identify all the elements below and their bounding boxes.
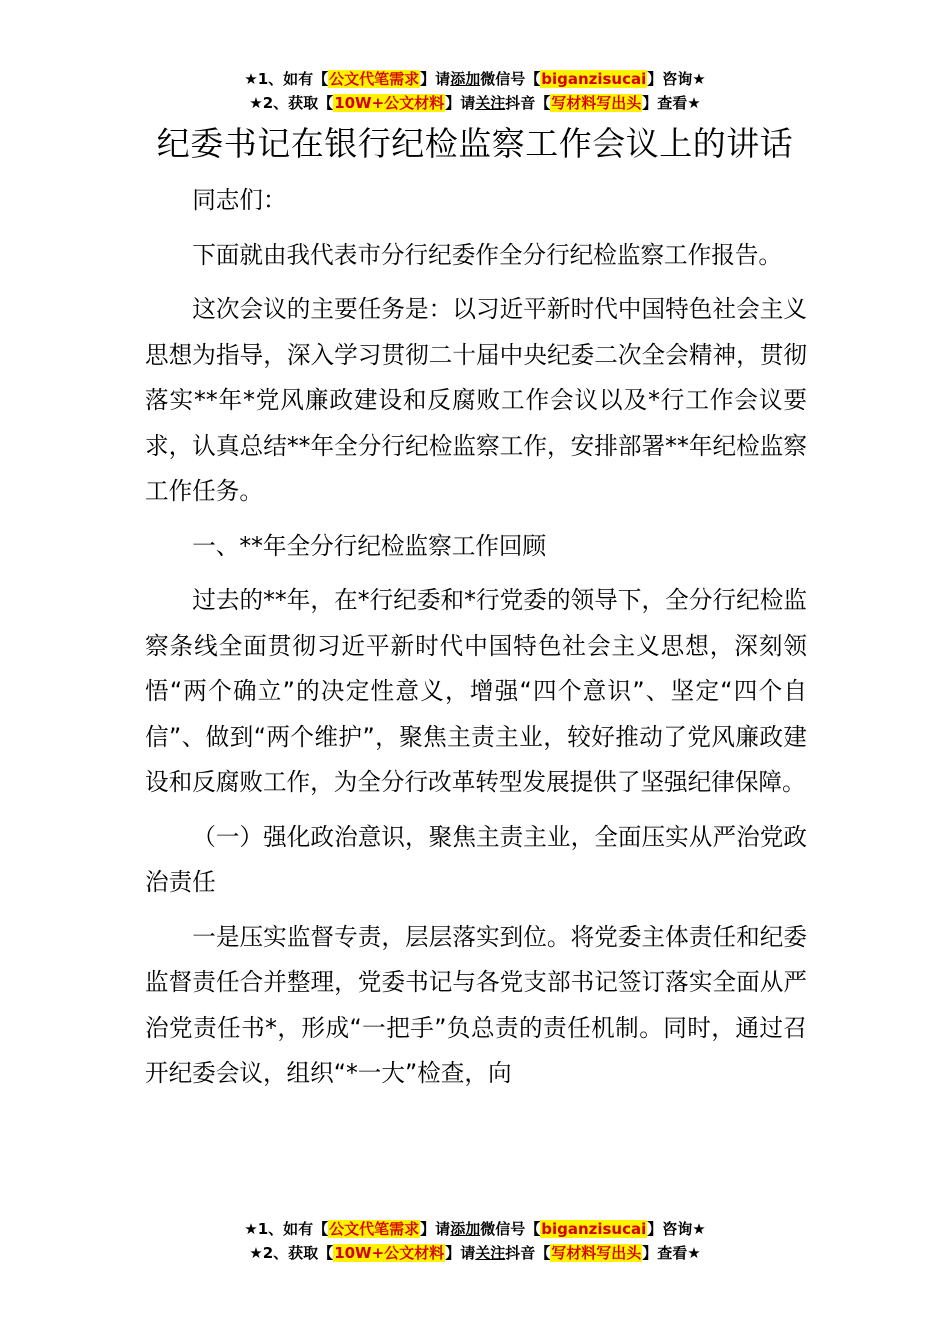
promo-text: 】请 xyxy=(420,70,451,88)
promo-text: 】咨询★ xyxy=(647,70,706,88)
promo-line-1 xyxy=(0,1218,950,1242)
promo-line-2 xyxy=(0,1242,950,1266)
promo-line-1 xyxy=(0,68,950,92)
paragraph: 一是压实监督专责，层层落实到位。将党委主体责任和纪委监督责任合并整理，党委书记与各党支部书记签订落实全面从严治党责任书*，形成“一把手”负总责的责任机制。同时，通过召开纪委会议，组织“*一大”检查，向 xyxy=(145,922,807,1087)
promo-highlight: biganzisucai xyxy=(541,1220,647,1238)
promo-highlight: 10W+公文材料 xyxy=(334,1244,445,1262)
paragraph: 这次会议的主要任务是：以习近平新时代中国特色社会主义思想为指导，深入学习贯彻二十届中央纪委二次全会精神，贯彻落实**年*党风廉政建设和反腐败工作会议以及*行工作会议要求，认真总结**年全分行纪检监察工作，安排部署**年纪检监察工作任务。 xyxy=(145,295,807,505)
paragraph: 下面就由我代表市分行纪委作全分行纪检监察工作报告。 xyxy=(192,240,783,269)
promo-underline: 添加 xyxy=(450,70,481,88)
promo-text: 】请 xyxy=(445,94,476,112)
promo-underline: 添加 xyxy=(450,1220,481,1238)
promo-text: 】查看★ xyxy=(642,94,701,112)
promo-text: 抖音【 xyxy=(505,1244,551,1262)
promo-underline: 关注 xyxy=(475,94,506,112)
promo-highlight: 公文代笔需求 xyxy=(329,70,420,88)
promo-text: 】请 xyxy=(420,1220,451,1238)
promo-text: ★1、如有【 xyxy=(244,1220,329,1238)
promo-text: 】请 xyxy=(445,1244,476,1262)
promo-text: 微信号【 xyxy=(480,70,541,88)
promo-highlight: 10W+公文材料 xyxy=(334,94,445,112)
header-promo-banner xyxy=(0,68,950,116)
promo-highlight: 写材料写出头 xyxy=(551,1244,642,1262)
document-body xyxy=(145,178,807,1106)
subsection-heading: （一）强化政治意识，聚焦主责主业，全面压实从严治党政治责任 xyxy=(145,822,807,896)
section-heading: 一、**年全分行纪检监察工作回顾 xyxy=(192,531,547,560)
promo-text: 】查看★ xyxy=(642,1244,701,1262)
promo-underline: 关注 xyxy=(475,1244,506,1262)
salutation: 同志们： xyxy=(192,186,287,214)
promo-text: ★2、获取【 xyxy=(249,1244,334,1262)
promo-line-2 xyxy=(0,92,950,116)
document-title: 纪委书记在银行纪检监察工作会议上的讲话 xyxy=(156,124,794,163)
promo-text: 微信号【 xyxy=(480,1220,541,1238)
promo-text: 抖音【 xyxy=(505,94,551,112)
promo-text: ★1、如有【 xyxy=(244,70,329,88)
promo-text: 】咨询★ xyxy=(647,1220,706,1238)
promo-highlight: 写材料写出头 xyxy=(551,94,642,112)
paragraph: 过去的**年，在*行纪委和*行党委的领导下，全分行纪检监察条线全面贯彻习近平新时代中国特色社会主义思想，深刻领悟“两个确立”的决定性意义，增强“四个意识”、坚定“四个自信”、做到“两个维护”，聚焦主责主业，较好推动了党风廉政建设和反腐败工作，为全分行改革转型发展提供了坚强纪律保障。 xyxy=(145,586,807,796)
footer-promo-banner xyxy=(0,1218,950,1266)
promo-highlight: 公文代笔需求 xyxy=(329,1220,420,1238)
promo-highlight: biganzisucai xyxy=(541,70,647,88)
promo-text: ★2、获取【 xyxy=(249,94,334,112)
